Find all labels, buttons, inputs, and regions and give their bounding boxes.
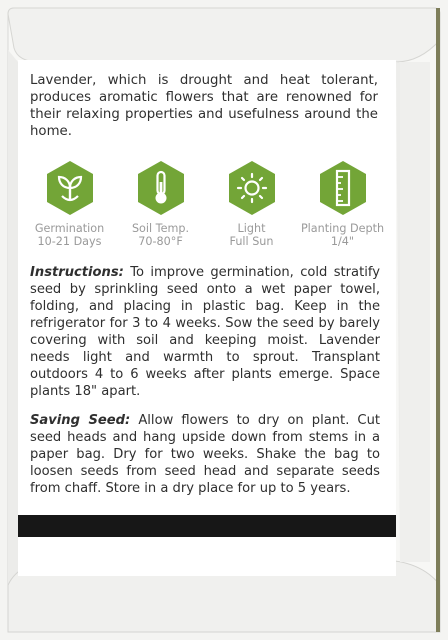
sun-icon xyxy=(227,160,277,216)
info-panel xyxy=(18,60,396,576)
saving-seed-heading: Saving Seed: xyxy=(30,413,131,428)
instructions-heading: Instructions: xyxy=(30,265,124,280)
light-label: Light Full Sun xyxy=(229,222,274,248)
ruler-icon xyxy=(318,160,368,216)
light-item xyxy=(206,160,297,248)
saving-seed-text: Allow flowers to dry on plant. Cut seed heads and hang upside down from stems in a paper bag. Dry for two weeks. Shake the bag to loosen seeds from seed head and separate seeds from chaff. Store in a dry place for up to 5 years. xyxy=(30,413,381,496)
germination-label: Germination 10-21 Days xyxy=(34,222,105,248)
envelope-side-fold xyxy=(400,62,430,562)
germination-item xyxy=(24,160,115,248)
saving-seed-paragraph xyxy=(30,412,380,497)
black-band xyxy=(18,515,396,537)
soil-temp-label: Soil Temp. 70-80°F xyxy=(131,222,190,248)
intro-text: Lavender, which is drought and heat tolerant, produces aromatic flowers that are renowned for their relaxing properties and usefulness around the home. xyxy=(30,73,378,139)
growing-icons-row xyxy=(24,160,388,260)
planting-depth-label: Planting Depth 1/4" xyxy=(300,222,385,248)
soil-temp-item xyxy=(115,160,206,248)
thermometer-icon xyxy=(136,160,186,216)
instructions-paragraph xyxy=(30,264,380,400)
instructions-text: To improve germination, cold stratify seed by sprinkling seed onto a wet paper towel, folding, and placing in plastic bag. Keep in the refrigerator for 3 to 4 weeks. Sow the seed by barely covering with soil and keeping moist. Lavender needs light and warmth to sprout. Transplant outdoors 4 to 6 weeks after plants emerge. Space plants 18" apart. xyxy=(30,265,380,399)
planting-depth-item xyxy=(297,160,388,248)
sprout-icon xyxy=(45,160,95,216)
